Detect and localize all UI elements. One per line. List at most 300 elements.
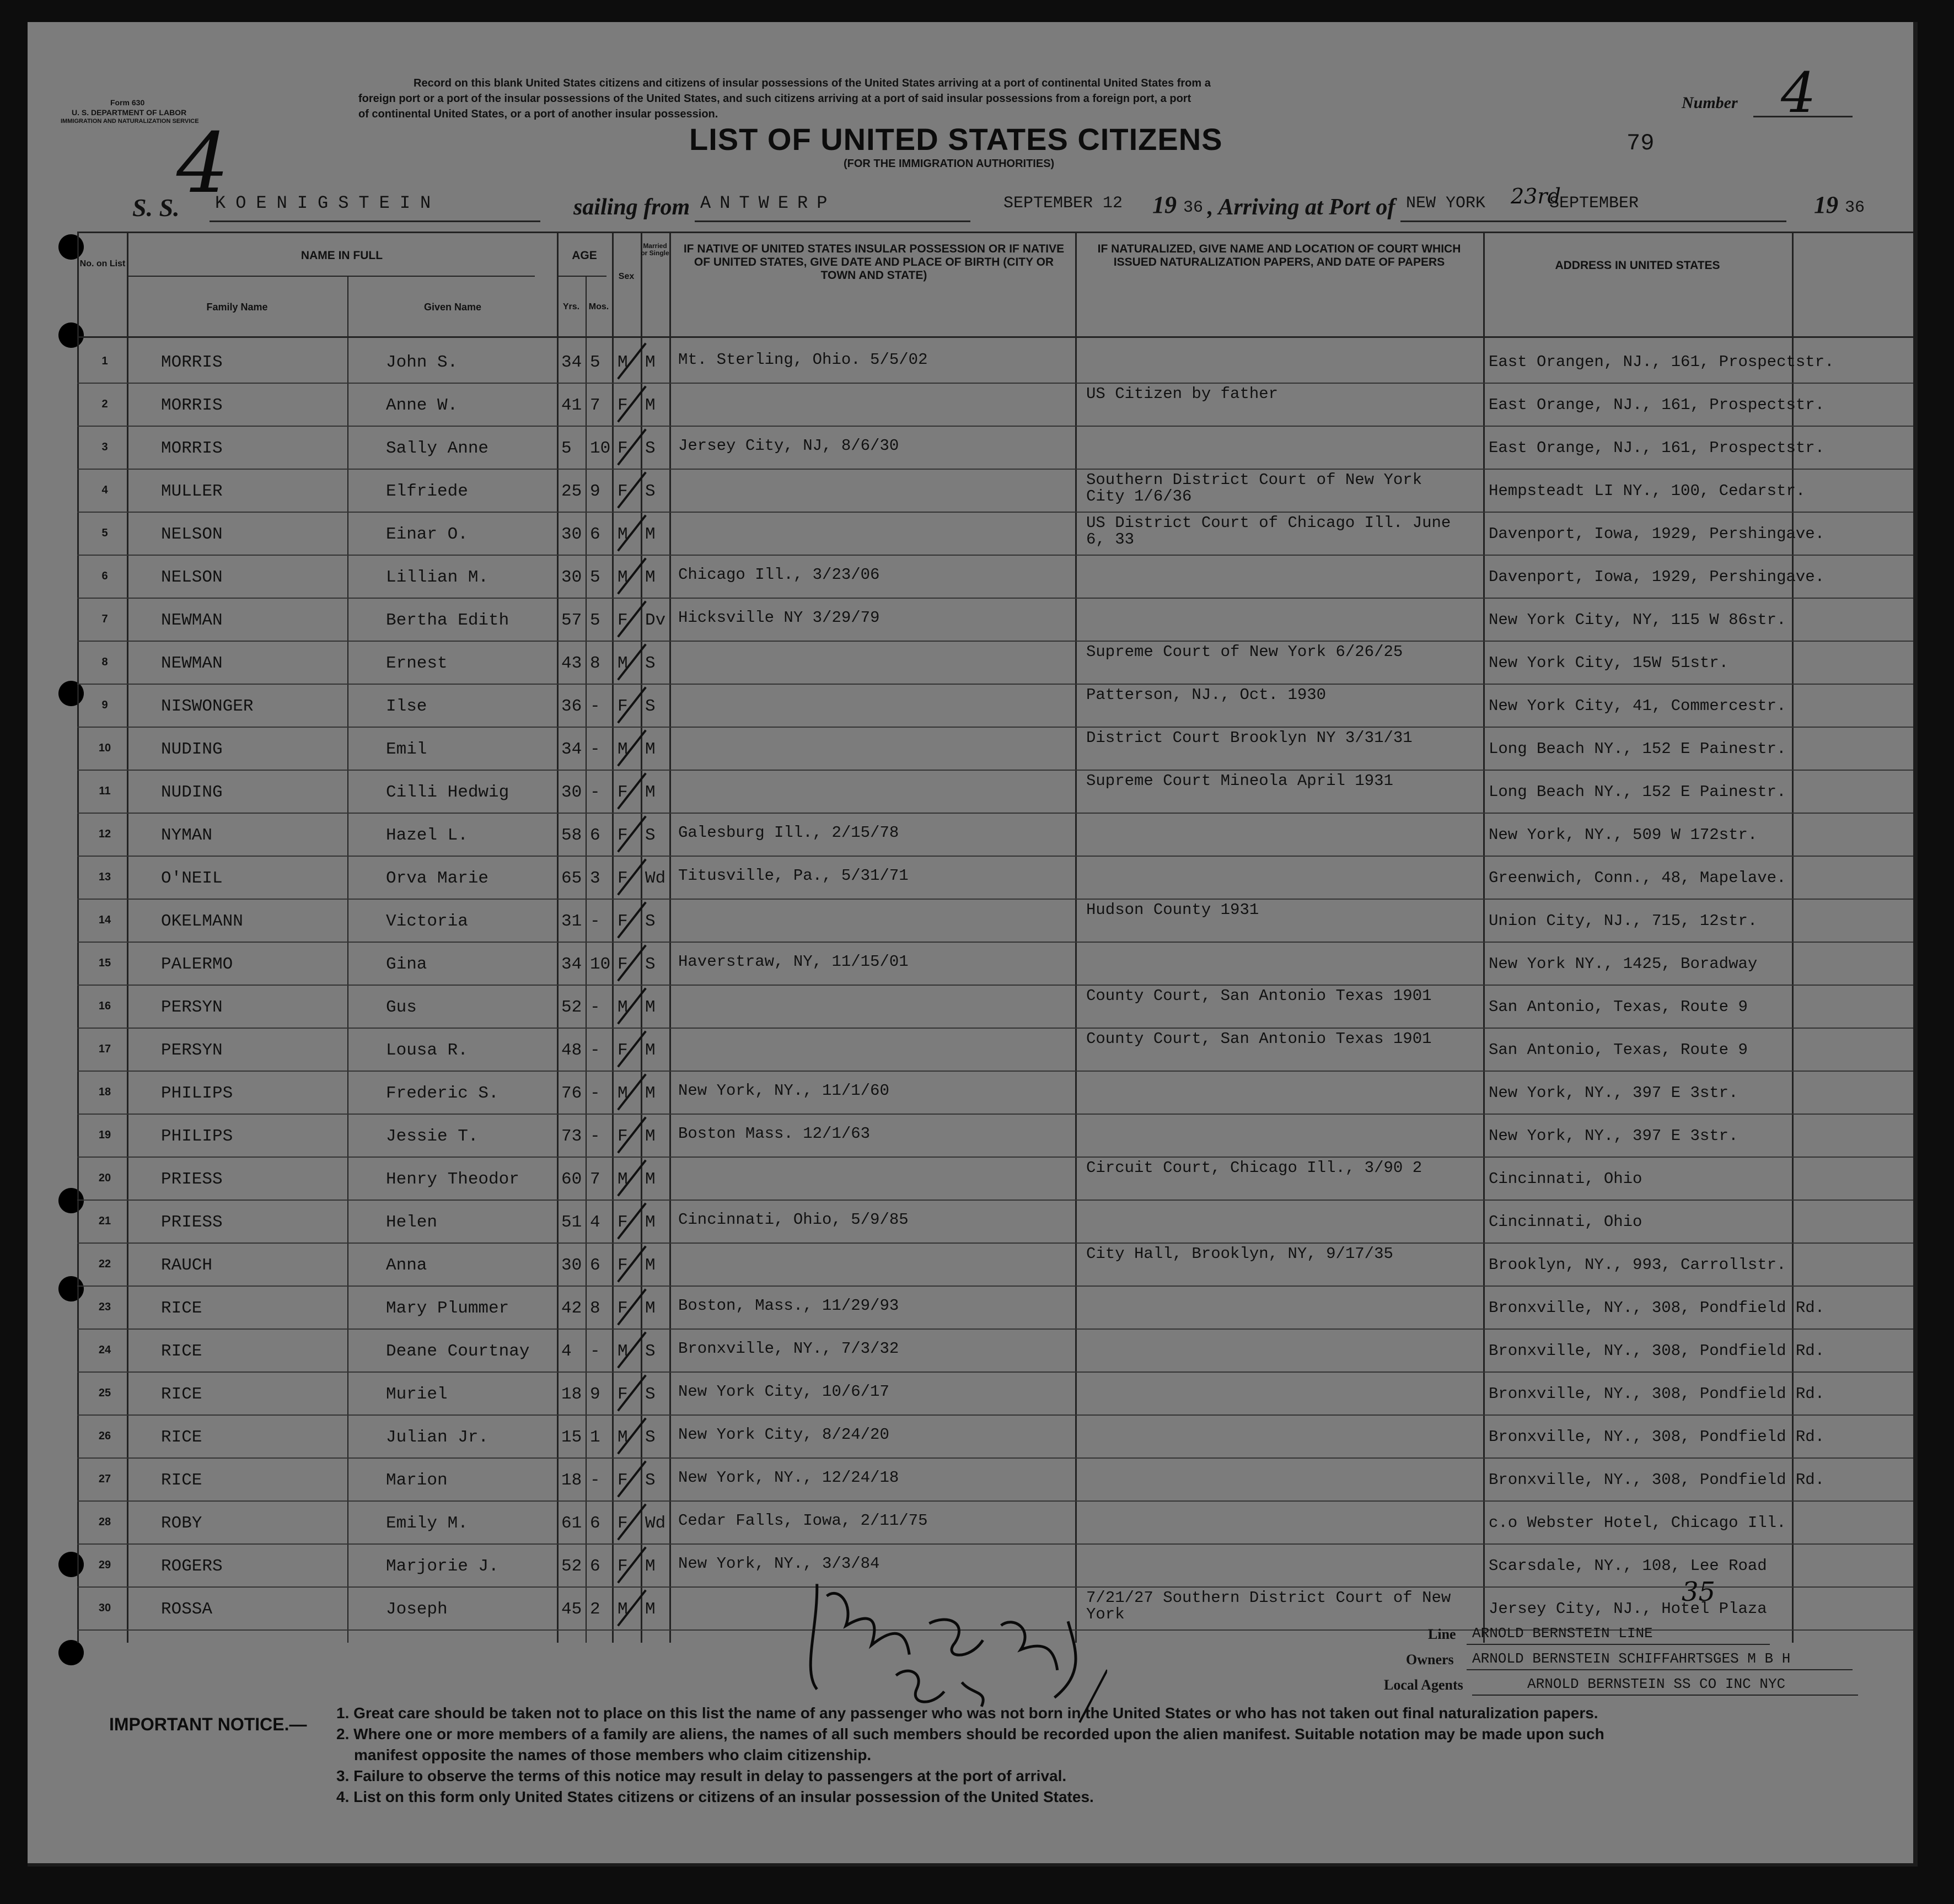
marital-status: M xyxy=(645,1084,656,1103)
row-divider xyxy=(77,1286,1913,1287)
marital-status: S xyxy=(645,1428,656,1447)
row-number: 17 xyxy=(98,1043,111,1055)
row-divider xyxy=(77,899,1913,900)
given-name: Gina xyxy=(386,955,427,974)
family-name: MULLER xyxy=(161,482,223,501)
naturalization: City Hall, Brooklyn, NY, 9/17/35 xyxy=(1086,1245,1393,1263)
age-months: 6 xyxy=(590,1514,600,1533)
row-divider xyxy=(77,383,1913,384)
row-divider xyxy=(77,1028,1913,1029)
col-family-header: Family Name xyxy=(206,302,268,313)
age-months: 5 xyxy=(590,611,600,630)
marital-status: M xyxy=(645,396,656,415)
arrival-port: NEW YORK xyxy=(1406,194,1486,213)
birth-place-date: Jersey City, NJ, 8/6/30 xyxy=(678,437,899,455)
naturalization: Hudson County 1931 xyxy=(1086,901,1259,919)
address: Greenwich, Conn., 48, Mapelave. xyxy=(1489,869,1786,887)
given-name: Mary Plummer xyxy=(386,1299,509,1318)
col-mos-header: Mos. xyxy=(588,302,609,311)
age-years: 34 xyxy=(561,353,582,372)
row-divider xyxy=(77,1457,1913,1459)
age-subheader-line xyxy=(557,276,606,277)
sailing-date: SEPTEMBER 12 xyxy=(1003,194,1123,213)
age-years: 30 xyxy=(561,1256,582,1275)
marital-status: Wd xyxy=(645,869,666,888)
row-divider xyxy=(77,942,1913,943)
sex: F xyxy=(618,1213,628,1232)
age-years: 15 xyxy=(561,1428,582,1447)
table-header-bottom xyxy=(77,336,1913,338)
col-no-header: No. on List xyxy=(79,259,126,268)
notice-line-4: 3. Failure to observe the terms of this notice may result in delay to passengers at the port of arrival. xyxy=(336,1767,1067,1784)
owners-value: ARNOLD BERNSTEIN SCHIFFAHRTSGES M B H xyxy=(1472,1650,1791,1667)
page-title: LIST OF UNITED STATES CITIZENS xyxy=(689,122,1223,157)
age-years: 30 xyxy=(561,525,582,544)
address: San Antonio, Texas, Route 9 xyxy=(1489,998,1748,1016)
given-name: Joseph xyxy=(386,1600,448,1619)
age-months: 9 xyxy=(590,482,600,501)
vline-left xyxy=(77,232,79,1643)
family-name: PRIESS xyxy=(161,1213,223,1232)
agents-value: ARNOLD BERNSTEIN SS CO INC NYC xyxy=(1527,1676,1786,1692)
given-name: Hazel L. xyxy=(386,826,468,845)
age-years: 51 xyxy=(561,1213,582,1232)
row-number: 3 xyxy=(101,441,108,453)
marital-status: M xyxy=(645,1600,656,1619)
row-number: 10 xyxy=(98,742,111,754)
birth-place-date: Boston, Mass., 11/29/93 xyxy=(678,1297,899,1315)
sex: F xyxy=(618,1299,628,1318)
age-months: - xyxy=(590,697,600,716)
agents-underline xyxy=(1472,1695,1858,1696)
row-divider xyxy=(77,727,1913,728)
row-number: 30 xyxy=(98,1602,111,1614)
family-name: MORRIS xyxy=(161,353,223,372)
age-months: 6 xyxy=(590,826,600,845)
marital-status: S xyxy=(645,1342,656,1361)
row-number: 26 xyxy=(98,1430,111,1442)
address: New York City, 41, Commercestr. xyxy=(1489,697,1786,715)
col-given-header: Given Name xyxy=(423,302,482,313)
given-name: Ernest xyxy=(386,654,448,673)
row-divider xyxy=(77,1243,1913,1244)
row-number: 5 xyxy=(101,527,108,539)
address: New York City, 15W 51str. xyxy=(1489,654,1729,672)
family-name: PHILIPS xyxy=(161,1084,233,1103)
owners-underline xyxy=(1467,1669,1853,1670)
address: Bronxville, NY., 308, Pondfield Rd. xyxy=(1489,1299,1825,1317)
row-number: 15 xyxy=(98,957,111,969)
family-name: PALERMO xyxy=(161,955,233,974)
family-name: NISWONGER xyxy=(161,697,254,716)
age-months: 10 xyxy=(590,439,611,458)
handwritten-list-number: 4 xyxy=(176,116,229,212)
sex: F xyxy=(618,611,628,630)
col-nat-header: IF NATURALIZED, GIVE NAME AND LOCATION OF COURT WHICH ISSUED NATURALIZATION PAPERS, AND DATE OF PAPERS xyxy=(1097,243,1461,268)
number-value: 4 xyxy=(1781,61,1816,125)
given-name: Sally Anne xyxy=(386,439,489,458)
address: Brooklyn, NY., 993, Carrollstr. xyxy=(1489,1256,1786,1274)
sex: F xyxy=(618,955,628,974)
family-name: RICE xyxy=(161,1342,202,1361)
col-ms-header: Married or Single xyxy=(641,243,669,257)
age-years: 30 xyxy=(561,568,582,587)
given-name: Deane Courtnay xyxy=(386,1342,530,1361)
family-name: MORRIS xyxy=(161,439,223,458)
family-name: RICE xyxy=(161,1428,202,1447)
row-divider xyxy=(77,1500,1913,1502)
address: Scarsdale, NY., 108, Lee Road xyxy=(1489,1557,1767,1575)
row-divider xyxy=(77,1071,1913,1072)
given-name: Bertha Edith xyxy=(386,611,509,630)
row-number: 20 xyxy=(98,1172,111,1184)
marital-status: M xyxy=(645,1256,656,1275)
birth-place-date: New York City, 8/24/20 xyxy=(678,1426,889,1444)
address: San Antonio, Texas, Route 9 xyxy=(1489,1041,1748,1059)
notice-line-3: manifest opposite the names of those members who claim citizenship. xyxy=(354,1746,872,1763)
vline-birth xyxy=(1075,232,1077,1643)
address: Bronxville, NY., 308, Pondfield Rd. xyxy=(1489,1342,1825,1360)
age-months: 6 xyxy=(590,1557,600,1576)
family-name: ROGERS xyxy=(161,1557,223,1576)
row-number: 24 xyxy=(98,1344,111,1356)
sex: F xyxy=(618,1471,628,1490)
family-name: RAUCH xyxy=(161,1256,213,1275)
given-name: Marion xyxy=(386,1471,448,1490)
sex: M xyxy=(618,1084,628,1103)
age-months: - xyxy=(590,1127,600,1146)
sex: M xyxy=(618,353,628,372)
instruction-line-2: foreign port or a port of the insular possessions of the United States, and such citizens arriving at a port of said insular possessions from a foreign port, a port xyxy=(358,93,1191,105)
family-name: PERSYN xyxy=(161,998,223,1017)
marital-status: S xyxy=(645,955,656,974)
birth-place-date: Galesburg Ill., 2/15/78 xyxy=(678,824,899,842)
family-name: NUDING xyxy=(161,783,223,802)
birth-place-date: New York, NY., 11/1/60 xyxy=(678,1082,889,1100)
family-name: NUDING xyxy=(161,740,223,759)
row-divider xyxy=(77,1329,1913,1330)
birth-place-date: Chicago Ill., 3/23/06 xyxy=(678,566,880,584)
family-name: MORRIS xyxy=(161,396,223,415)
family-name: RICE xyxy=(161,1299,202,1318)
given-name: Cilli Hedwig xyxy=(386,783,509,802)
family-name: RICE xyxy=(161,1385,202,1404)
row-number: 29 xyxy=(98,1559,111,1571)
age-months: 6 xyxy=(590,525,600,544)
family-name: ROSSA xyxy=(161,1600,213,1619)
col-yrs-header: Yrs. xyxy=(562,302,580,311)
vline-yrs xyxy=(586,276,587,1643)
family-name: NEWMAN xyxy=(161,611,223,630)
row-divider xyxy=(77,1543,1913,1545)
row-number: 18 xyxy=(98,1086,111,1098)
address: Union City, NJ., 715, 12str. xyxy=(1489,912,1758,930)
birth-place-date: New York, NY., 3/3/84 xyxy=(678,1555,880,1573)
age-months: - xyxy=(590,740,600,759)
port-from: ANTWERP xyxy=(700,193,836,213)
arrival-year: 36 xyxy=(1845,198,1865,217)
family-name: NYMAN xyxy=(161,826,213,845)
age-months: - xyxy=(590,1041,600,1060)
birth-place-date: Cedar Falls, Iowa, 2/11/75 xyxy=(678,1512,928,1530)
address: Davenport, Iowa, 1929, Pershingave. xyxy=(1489,568,1825,586)
age-years: 73 xyxy=(561,1127,582,1146)
row-number: 22 xyxy=(98,1258,111,1270)
family-name: NELSON xyxy=(161,525,223,544)
age-months: 8 xyxy=(590,1299,600,1318)
row-number: 4 xyxy=(101,484,108,496)
arriving-label: , Arriving at Port of xyxy=(1207,195,1395,220)
family-name: RICE xyxy=(161,1471,202,1490)
arrival-month: SEPTEMBER xyxy=(1549,194,1639,213)
family-name: ROBY xyxy=(161,1514,202,1533)
marital-status: M xyxy=(645,525,656,544)
row-number: 16 xyxy=(98,1000,111,1012)
sex: M xyxy=(618,998,628,1017)
line-value: ARNOLD BERNSTEIN LINE xyxy=(1472,1625,1653,1642)
given-name: Julian Jr. xyxy=(386,1428,489,1447)
marital-status: M xyxy=(645,1299,656,1318)
address: Cincinnati, Ohio xyxy=(1489,1170,1642,1188)
notice-line-5: 4. List on this form only United States citizens or citizens of an insular possession of the United States. xyxy=(336,1788,1094,1805)
age-years: 65 xyxy=(561,869,582,888)
age-years: 25 xyxy=(561,482,582,501)
sex: F xyxy=(618,697,628,716)
row-number: 19 xyxy=(98,1129,111,1141)
age-months: 5 xyxy=(590,568,600,587)
instruction-line-1: Record on this blank United States citizens and citizens of insular possessions of the United States arriving at a port of continental United States from a xyxy=(414,77,1211,89)
address: East Orange, NJ., 161, Prospectstr. xyxy=(1489,439,1825,457)
address: c.o Webster Hotel, Chicago Ill. xyxy=(1489,1514,1786,1532)
marital-status: S xyxy=(645,1471,656,1490)
family-name: PERSYN xyxy=(161,1041,223,1060)
naturalization: 7/21/27 Southern District Court of New York xyxy=(1086,1589,1451,1623)
naturalization: Patterson, NJ., Oct. 1930 xyxy=(1086,686,1327,704)
sailing-year-prefix: 19 xyxy=(1152,191,1177,218)
birth-place-date: Titusville, Pa., 5/31/71 xyxy=(678,867,909,885)
sailing-label: sailing from xyxy=(573,195,690,220)
naturalization: District Court Brooklyn NY 3/31/31 xyxy=(1086,729,1413,747)
row-number: 7 xyxy=(101,613,108,625)
owners-label: Owners xyxy=(1406,1652,1454,1668)
family-name: NELSON xyxy=(161,568,223,587)
age-years: 5 xyxy=(561,439,572,458)
naturalization: County Court, San Antonio Texas 1901 xyxy=(1086,987,1432,1005)
sex: F xyxy=(618,826,628,845)
age-months: 10 xyxy=(590,955,611,974)
given-name: Emily M. xyxy=(386,1514,468,1533)
vline-age xyxy=(612,232,614,1643)
marital-status: S xyxy=(645,482,656,501)
marital-status: M xyxy=(645,1213,656,1232)
address: Long Beach NY., 152 E Painestr. xyxy=(1489,783,1786,801)
row-number: 11 xyxy=(99,785,111,797)
vline-sex xyxy=(641,232,642,1643)
row-number: 12 xyxy=(98,828,111,840)
sex: F xyxy=(618,869,628,888)
name-subheader-line xyxy=(127,276,535,277)
birth-place-date: Boston Mass. 12/1/63 xyxy=(678,1125,871,1143)
marital-status: M xyxy=(645,1041,656,1060)
row-divider xyxy=(77,770,1913,771)
marital-status: M xyxy=(645,740,656,759)
address: East Orangen, NJ., 161, Prospectstr. xyxy=(1489,353,1834,371)
marital-status: M xyxy=(645,1170,656,1189)
naturalization: Circuit Court, Chicago Ill., 3/90 2 xyxy=(1086,1159,1422,1177)
age-years: 36 xyxy=(561,697,582,716)
sex: M xyxy=(618,1342,628,1361)
age-years: 31 xyxy=(561,912,582,931)
birth-place-date: Bronxville, NY., 7/3/32 xyxy=(678,1340,899,1358)
form-id-line-2: U. S. DEPARTMENT OF LABOR xyxy=(72,108,187,117)
age-years: 76 xyxy=(561,1084,582,1103)
address: New York NY., 1425, Boradway xyxy=(1489,955,1758,973)
given-name: Henry Theodor xyxy=(386,1170,519,1189)
sex: M xyxy=(618,740,628,759)
given-name: Victoria xyxy=(386,912,468,931)
age-months: 7 xyxy=(590,1170,600,1189)
naturalization: Supreme Court Mineola April 1931 xyxy=(1086,772,1393,790)
family-name: NEWMAN xyxy=(161,654,223,673)
row-divider xyxy=(77,1200,1913,1201)
address: Cincinnati, Ohio xyxy=(1489,1213,1642,1231)
age-years: 43 xyxy=(561,654,582,673)
family-name: PHILIPS xyxy=(161,1127,233,1146)
sex: M xyxy=(618,1170,628,1189)
given-name: John S. xyxy=(386,353,458,372)
col-address-header: ADDRESS IN UNITED STATES xyxy=(1555,259,1720,272)
age-months: 3 xyxy=(590,869,600,888)
sex: F xyxy=(618,912,628,931)
vline-ms xyxy=(669,232,671,1643)
row-number: 1 xyxy=(101,355,108,367)
sex: F xyxy=(618,1385,628,1404)
marital-status: Wd xyxy=(645,1514,666,1533)
manifest-sheet xyxy=(28,22,1918,1867)
stamp-number: 79 xyxy=(1626,130,1655,157)
form-id-line-1: Form 630 xyxy=(110,98,145,107)
marital-status: M xyxy=(645,783,656,802)
age-months: - xyxy=(590,783,600,802)
vline-nat xyxy=(1483,232,1485,1643)
sex: M xyxy=(618,1428,628,1447)
row-divider xyxy=(77,985,1913,986)
row-divider xyxy=(77,1114,1913,1115)
row-number: 23 xyxy=(98,1301,111,1313)
address: Long Beach NY., 152 E Painestr. xyxy=(1489,740,1786,758)
row-divider xyxy=(77,512,1913,513)
given-name: Jessie T. xyxy=(386,1127,479,1146)
age-months: - xyxy=(590,1084,600,1103)
sex: F xyxy=(618,1041,628,1060)
given-name: Lousa R. xyxy=(386,1041,468,1060)
row-divider xyxy=(77,1414,1913,1416)
marital-status: M xyxy=(645,1127,656,1146)
age-years: 18 xyxy=(561,1385,582,1404)
birth-place-date: New York City, 10/6/17 xyxy=(678,1383,889,1401)
given-name: Helen xyxy=(386,1213,438,1232)
age-years: 34 xyxy=(561,740,582,759)
ship-name: KOENIGSTEIN xyxy=(215,193,441,213)
age-years: 61 xyxy=(561,1514,582,1533)
marital-status: M xyxy=(645,1557,656,1576)
given-name: Elfriede xyxy=(386,482,468,501)
number-label: Number xyxy=(1682,94,1738,112)
address: Bronxville, NY., 308, Pondfield Rd. xyxy=(1489,1385,1825,1403)
row-divider xyxy=(77,684,1913,685)
vline-name xyxy=(557,232,559,1643)
naturalization: County Court, San Antonio Texas 1901 xyxy=(1086,1030,1432,1048)
notice-line-1: 1. Great care should be taken not to place on this list the name of any passenger who was not born in the United States or who has not taken out final naturalization papers. xyxy=(336,1704,1598,1722)
sex: F xyxy=(618,783,628,802)
sex: F xyxy=(618,1557,628,1576)
family-name: O'NEIL xyxy=(161,869,223,888)
sex: F xyxy=(618,439,628,458)
row-number: 6 xyxy=(101,570,108,582)
address: East Orange, NJ., 161, Prospectstr. xyxy=(1489,396,1825,414)
marital-status: S xyxy=(645,826,656,845)
marital-status: S xyxy=(645,439,656,458)
age-years: 52 xyxy=(561,998,582,1017)
row-divider xyxy=(77,641,1913,642)
birth-place-date: Hicksville NY 3/29/79 xyxy=(678,609,880,627)
age-months: 2 xyxy=(590,1600,600,1619)
family-name: PRIESS xyxy=(161,1170,223,1189)
row-number: 14 xyxy=(98,914,111,926)
age-months: 7 xyxy=(590,396,600,415)
row-number: 9 xyxy=(101,699,108,711)
birth-place-date: Haverstraw, NY, 11/15/01 xyxy=(678,953,909,971)
row-number: 8 xyxy=(101,656,108,668)
col-sex-header: Sex xyxy=(618,272,635,281)
marital-status: M xyxy=(645,998,656,1017)
age-months: 6 xyxy=(590,1256,600,1275)
sex: M xyxy=(618,568,628,587)
naturalization: US District Court of Chicago Ill. June 6, 33 xyxy=(1086,514,1451,548)
tally-number: 35 xyxy=(1682,1577,1716,1607)
sex: M xyxy=(618,654,628,673)
birth-place-date: New York, NY., 12/24/18 xyxy=(678,1469,899,1487)
ss-label: S. S. xyxy=(132,193,180,222)
age-months: 9 xyxy=(590,1385,600,1404)
row-divider xyxy=(77,598,1913,599)
age-months: 5 xyxy=(590,353,600,372)
row-number: 21 xyxy=(98,1215,111,1227)
birth-place-date: Cincinnati, Ohio, 5/9/85 xyxy=(678,1211,909,1229)
age-years: 30 xyxy=(561,783,582,802)
sex: F xyxy=(618,1514,628,1533)
arrival-year-prefix: 19 xyxy=(1814,191,1838,218)
notice-line-2: 2. Where one or more members of a family are aliens, the names of all such members should be recorded upon the alien manifest. Suitable notation may be made upon such xyxy=(336,1725,1604,1742)
address: New York, NY., 397 E 3str. xyxy=(1489,1084,1738,1102)
vline-no xyxy=(127,232,128,1643)
age-years: 18 xyxy=(561,1471,582,1490)
row-divider xyxy=(77,469,1913,470)
given-name: Orva Marie xyxy=(386,869,489,888)
given-name: Muriel xyxy=(386,1385,448,1404)
form-id-line-3: IMMIGRATION AND NATURALIZATION SERVICE xyxy=(61,118,199,125)
age-months: - xyxy=(590,998,600,1017)
marital-status: S xyxy=(645,697,656,716)
col-name-header: NAME IN FULL xyxy=(300,249,383,262)
age-years: 58 xyxy=(561,826,582,845)
age-years: 42 xyxy=(561,1299,582,1318)
agents-label: Local Agents xyxy=(1384,1677,1463,1693)
given-name: Anne W. xyxy=(386,396,458,415)
birth-place-date: Mt. Sterling, Ohio. 5/5/02 xyxy=(678,351,928,369)
address: New York, NY., 509 W 172str. xyxy=(1489,826,1758,844)
col-birth-header: IF NATIVE OF UNITED STATES INSULAR POSSESSION OR IF NATIVE OF UNITED STATES, GIVE DATE AND PLACE OF BIRTH (CITY OR TOWN AND STATE) xyxy=(683,243,1065,282)
